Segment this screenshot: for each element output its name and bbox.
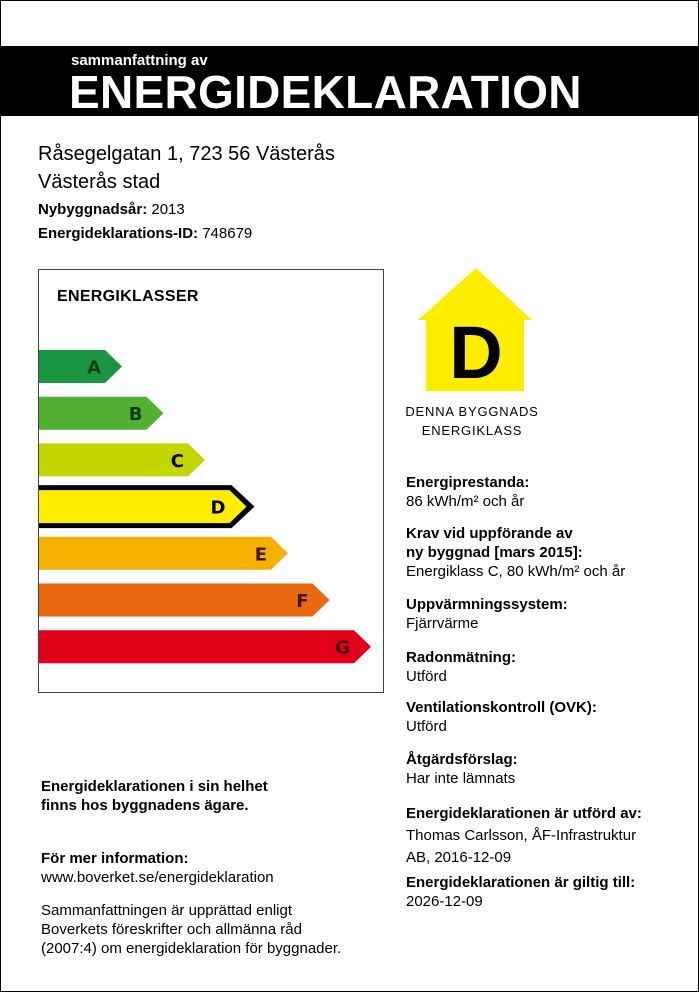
badge-letter: D	[449, 311, 503, 394]
address-line-2: Västerås stad	[38, 171, 161, 193]
energy-classes-title: ENERGIKLASSER	[57, 288, 199, 305]
address-line-1: Råsegelgatan 1, 723 56 Västerås	[38, 143, 335, 165]
valid-until-label: Energideklarationen är giltig till:	[406, 874, 636, 891]
owner-note-line-2: finns hos byggnadens ägare.	[41, 797, 249, 814]
energy-class-arrow-b	[39, 397, 164, 430]
ventilation-value: Utförd	[406, 718, 447, 735]
radon-measurement	[406, 648, 691, 686]
built-year-label: Nybyggnadsår:	[38, 201, 148, 218]
radon-label: Radonmätning:	[406, 649, 516, 666]
energy-class-label-d: D	[210, 497, 226, 519]
heating-system	[406, 595, 691, 633]
declaration-id-value: 748679	[202, 225, 253, 242]
energy-class-arrow-f	[39, 584, 330, 617]
valid-until-value: 2026-12-09	[406, 893, 483, 910]
performed-by-line-1: Thomas Carlsson, ÅF-Infrastruktur	[406, 827, 637, 844]
heating-label: Uppvärmningssystem:	[406, 596, 568, 613]
summary-line-3: (2007:4) om energideklaration för byggnader.	[41, 940, 342, 957]
energy-class-arrows	[39, 270, 383, 692]
energy-class-label-f: F	[296, 591, 309, 612]
performed-by	[406, 803, 691, 869]
energy-class-arrow-g	[39, 630, 371, 663]
more-info	[41, 849, 381, 887]
energy-class-label-c: C	[170, 450, 184, 472]
requirement-label-2: ny byggnad [mars 2015]:	[406, 544, 583, 561]
energy-class-arrow-e	[39, 537, 288, 570]
heating-value: Fjärrvärme	[406, 615, 479, 632]
energy-class-arrow-a	[39, 350, 122, 383]
badge-caption-line-1: DENNA BYGGNADS	[405, 404, 539, 419]
summary-line-1: Sammanfattningen är upprättad enligt	[41, 902, 292, 919]
measures-proposal	[406, 750, 691, 788]
valid-until	[406, 873, 691, 911]
owner-note	[41, 777, 381, 815]
header-banner	[1, 46, 698, 116]
badge-caption-line-2: ENERGIKLASS	[421, 423, 523, 438]
built-year	[38, 201, 185, 218]
energy-performance-value: 86 kWh/m² och år	[406, 493, 525, 510]
more-info-link[interactable]: www.boverket.se/energideklaration	[41, 869, 274, 886]
more-info-label: För mer information:	[41, 850, 189, 867]
declaration-id	[38, 225, 252, 242]
built-year-value: 2013	[151, 201, 185, 218]
requirement-value: Energiklass C, 80 kWh/m² och år	[406, 563, 626, 580]
summary-note	[41, 901, 381, 958]
energy-class-label-g: G	[335, 637, 350, 659]
measures-label: Åtgärdsförslag:	[406, 751, 518, 768]
energy-class-label-b: B	[128, 404, 143, 426]
new-building-requirement	[406, 524, 691, 581]
summary-line-2: Boverkets föreskrifter och allmänna råd	[41, 921, 302, 938]
owner-note-line-1: Energideklarationen i sin helhet	[41, 778, 268, 795]
ventilation-control	[406, 698, 691, 736]
radon-value: Utförd	[406, 668, 447, 685]
energy-class-label-a: A	[87, 357, 101, 379]
measures-value: Har inte lämnats	[406, 770, 516, 787]
energy-performance	[406, 473, 691, 511]
energy-performance-label: Energiprestanda:	[406, 474, 530, 491]
energy-class-label-e: E	[254, 544, 267, 566]
performed-by-label: Energideklarationen är utförd av:	[406, 805, 642, 822]
ventilation-label: Ventilationskontroll (OVK):	[406, 699, 597, 716]
header-title: ENERGIDEKLARATION	[69, 66, 582, 118]
energy-class-scale	[38, 269, 384, 693]
declaration-id-label: Energideklarations-ID:	[38, 225, 199, 242]
requirement-label-1: Krav vid uppförande av	[406, 525, 573, 542]
badge-caption	[395, 402, 549, 440]
address-block	[38, 140, 335, 196]
header-subtitle: sammanfattning av	[71, 52, 208, 69]
performed-by-line-2: AB, 2016-12-09	[406, 849, 512, 866]
